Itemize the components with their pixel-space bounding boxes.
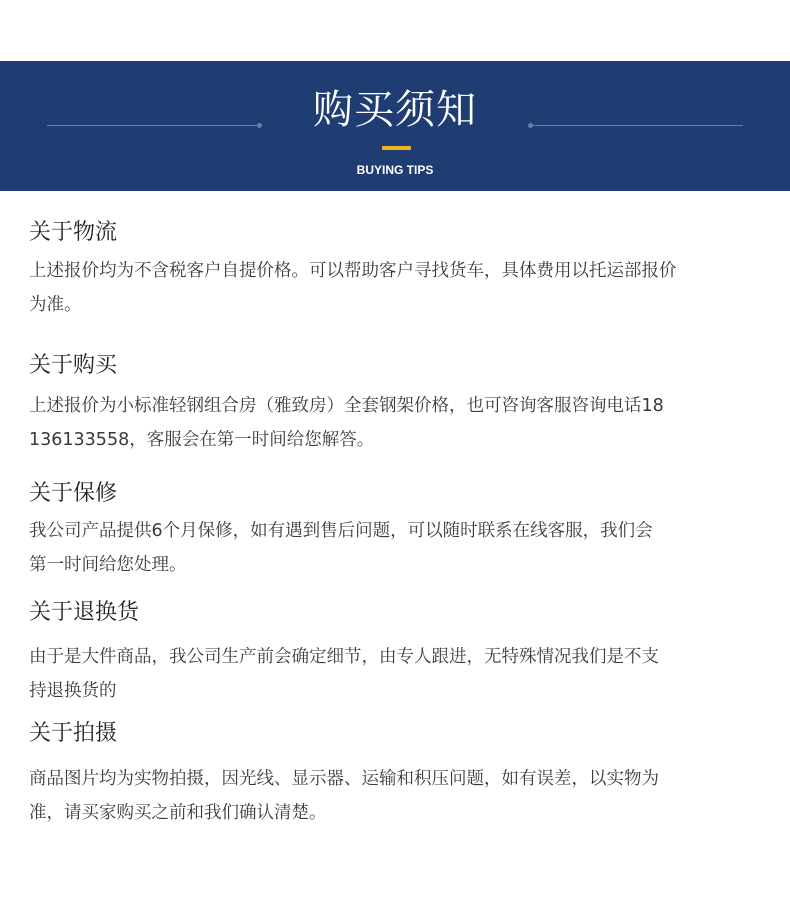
page-title: 购买须知 bbox=[313, 87, 477, 133]
section-body bbox=[29, 640, 659, 708]
section-line: 我公司产品提供6个月保修，如有遇到售后问题，可以随时联系在线客服，我们会 bbox=[29, 521, 653, 541]
section-body bbox=[29, 762, 659, 830]
section-title: 关于保修 bbox=[29, 481, 118, 506]
section-title: 关于退换货 bbox=[29, 600, 140, 625]
section-line: 由于是大件商品，我公司生产前会确定细节，由专人跟进，无特殊情况我们是不支 bbox=[29, 647, 659, 667]
section-line: 上述报价均为不含税客户自提价格。可以帮助客户寻找货车，具体费用以托运部报价 bbox=[29, 261, 677, 281]
section-body bbox=[29, 389, 664, 457]
section-body bbox=[29, 254, 677, 322]
section-title: 关于物流 bbox=[29, 220, 118, 245]
section-title: 关于购买 bbox=[29, 353, 118, 378]
title-accent-bar bbox=[382, 146, 411, 150]
header-banner bbox=[0, 61, 790, 191]
section-line: 为准。 bbox=[29, 295, 82, 315]
section-line: 上述报价为小标准轻钢组合房（雅致房）全套钢架价格，也可咨询客服咨询电话18 bbox=[29, 396, 664, 416]
section-body bbox=[29, 514, 653, 582]
section-title: 关于拍摄 bbox=[29, 721, 118, 746]
section-line: 持退换货的 bbox=[29, 681, 117, 701]
section-line: 商品图片均为实物拍摄，因光线、显示器、运输和积压问题，如有误差，以实物为 bbox=[29, 769, 659, 789]
page-subtitle: BUYING TIPS bbox=[356, 163, 434, 177]
section-line: 准，请买家购买之前和我们确认清楚。 bbox=[29, 803, 327, 823]
section-line: 第一时间给您处理。 bbox=[29, 555, 187, 575]
section-line: 136133558，客服会在第一时间给您解答。 bbox=[29, 430, 375, 450]
